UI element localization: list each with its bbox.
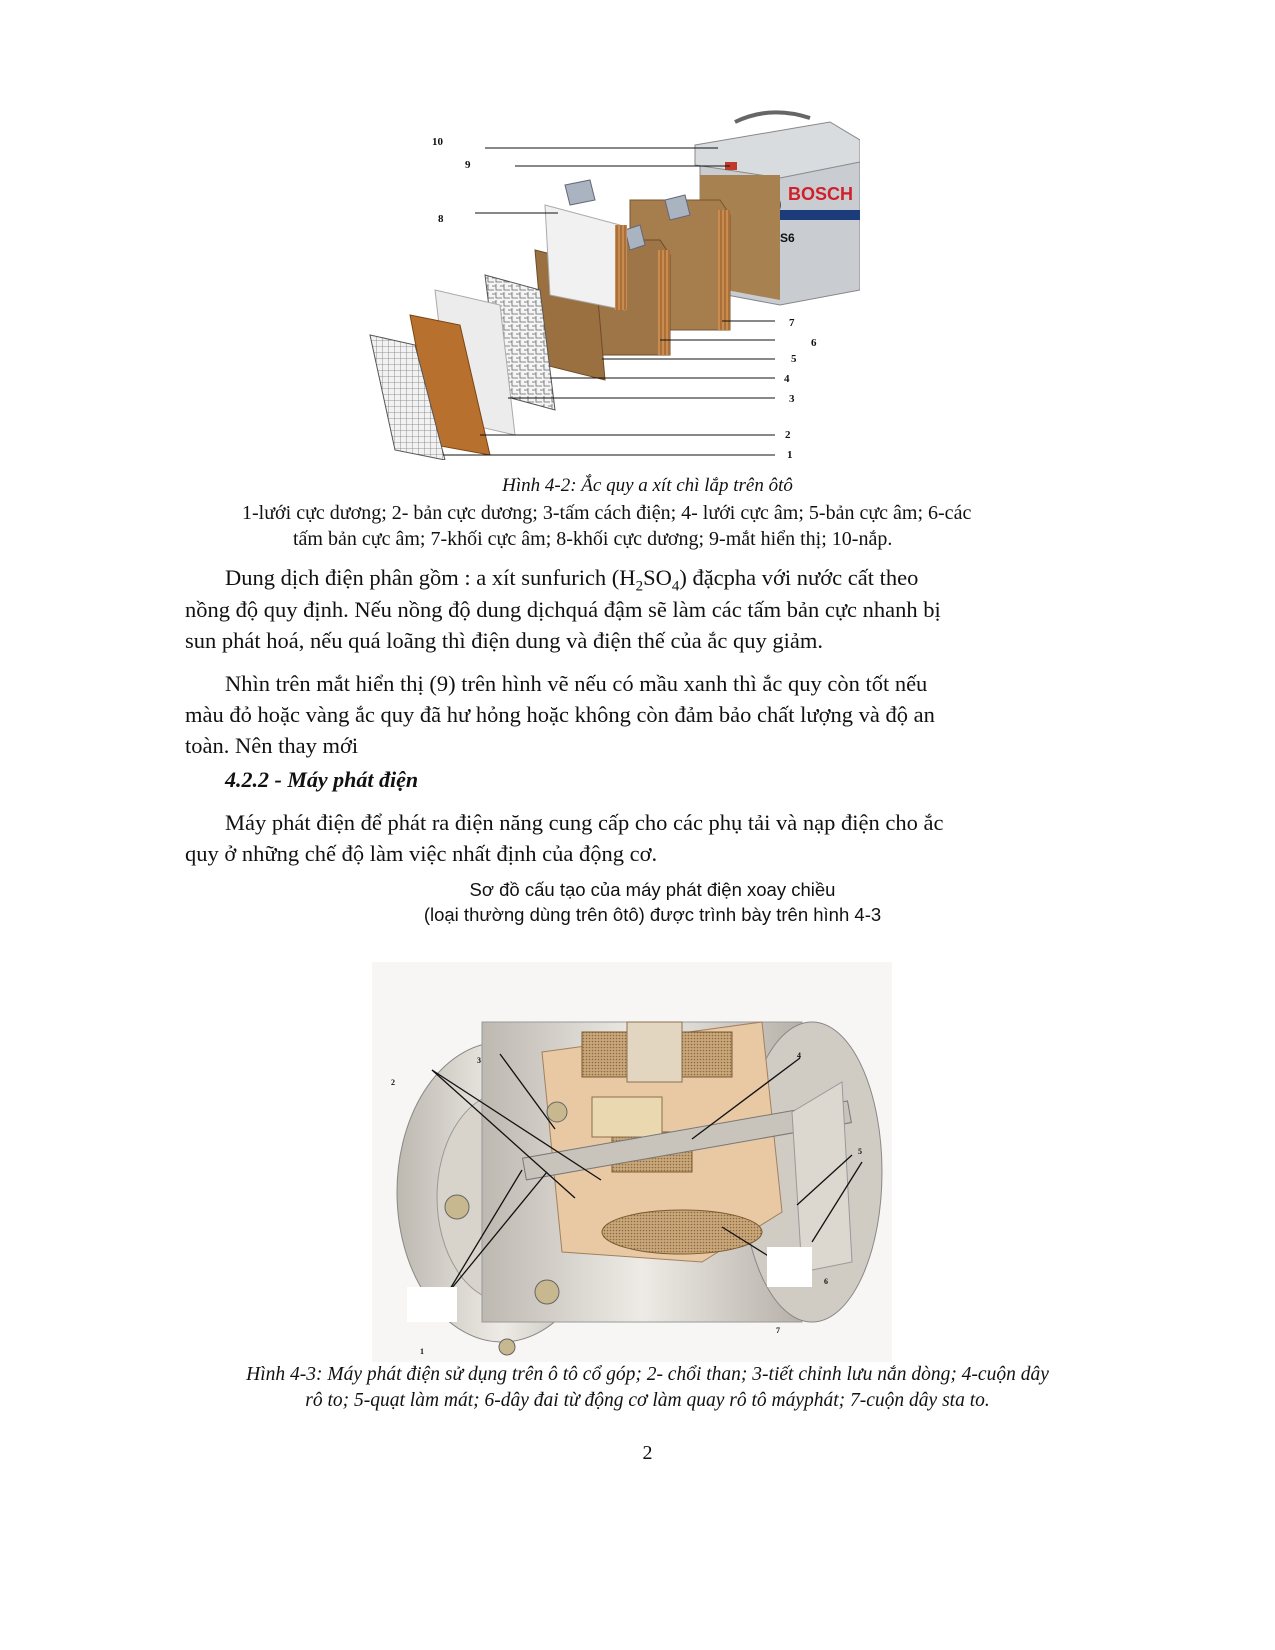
figure-4-3-intro-line-1: Sơ đồ cấu tạo của máy phát điện xoay chiều bbox=[469, 879, 836, 900]
label-2: 2 bbox=[785, 429, 791, 441]
label-1: 1 bbox=[787, 449, 793, 460]
figure-4-3-alternator-diagram bbox=[372, 962, 892, 1362]
text-run: ) đặcpha với nước cất theo bbox=[679, 565, 919, 590]
label-7: 7 bbox=[776, 1326, 780, 1335]
figure-4-3-caption-line-1: Hình 4-3: Máy phát điện sử dụng trên ô tô cổ góp; 2- chổi than; 3-tiết chỉnh lưu nắn dòng; 4-cuộn dây bbox=[246, 1364, 1049, 1385]
text-run: Dung dịch điện phân gồm : a xít sunfurich (H bbox=[225, 565, 636, 590]
subscript: 2 bbox=[635, 578, 644, 595]
paragraph-electrolyte-line-3: sun phát hoá, nếu quá loãng thì điện dung và điện thế của ắc quy giảm. bbox=[185, 628, 823, 653]
label-4: 4 bbox=[784, 373, 790, 385]
paragraph-generator-line-1: Máy phát điện để phát ra điện năng cung cấp cho các phụ tải và nạp điện cho ắc bbox=[225, 810, 944, 835]
label-5: 5 bbox=[791, 353, 797, 365]
figure-4-3-caption-line-2: rô to; 5-quạt làm mát; 6-dây đai từ động cơ làm quay rô tô máyphát; 7-cuộn dây sta to. bbox=[305, 1390, 990, 1411]
positive-block bbox=[545, 205, 625, 310]
page-number: 2 bbox=[642, 1442, 653, 1464]
figure-4-2-battery-diagram bbox=[340, 100, 860, 460]
label-8: 8 bbox=[438, 213, 444, 225]
label-7: 7 bbox=[789, 317, 795, 329]
label-4: 4 bbox=[797, 1051, 801, 1060]
paragraph-indicator-line-2: màu đỏ hoặc vàng ắc quy đã hư hỏng hoặc không còn đảm bảo chất lượng và độ an bbox=[185, 702, 935, 727]
figure-4-2-caption: Hình 4-2: Ắc quy a xít chì lắp trên ôtô bbox=[502, 475, 793, 496]
paragraph-generator-line-2: quy ở những chế độ làm việc nhất định của động cơ. bbox=[185, 841, 658, 866]
bosch-logo-text: BOSCH bbox=[788, 184, 854, 204]
paragraph-indicator-line-1: Nhìn trên mắt hiển thị (9) trên hình vẽ nếu có mầu xanh thì ắc quy còn tốt nếu bbox=[225, 671, 928, 696]
alternator-housing bbox=[397, 1022, 882, 1355]
figure-4-3-intro-line-2: (loại thường dùng trên ôtô) được trình bày trên hình 4-3 bbox=[423, 904, 882, 925]
paragraph-indicator-line-3: toàn. Nên thay mới bbox=[185, 733, 359, 758]
figure-4-2-legend-line-1: 1-lưới cực dương; 2- bản cực dương; 3-tấm cách điện; 4- lưới cực âm; 5-bản cực âm; 6-các bbox=[242, 502, 972, 524]
label-9: 9 bbox=[465, 159, 471, 171]
label-3: 3 bbox=[477, 1056, 481, 1065]
paragraph-electrolyte-line-2: nồng độ quy định. Nếu nồng độ dung dịchquá đậm sẽ làm các tấm bản cực nhanh bị bbox=[185, 597, 941, 622]
subscript: 4 bbox=[671, 578, 680, 595]
battery-model-text: S6 bbox=[780, 231, 795, 245]
figure-4-2-legend-line-2: tấm bản cực âm; 7-khối cực âm; 8-khối cực dương; 9-mắt hiển thị; 10-nắp. bbox=[293, 528, 893, 550]
label-6: 6 bbox=[824, 1277, 828, 1286]
label-2: 2 bbox=[391, 1078, 395, 1087]
text-run: SO bbox=[643, 565, 672, 590]
label-10: 10 bbox=[432, 136, 443, 148]
label-5: 5 bbox=[858, 1147, 862, 1156]
section-heading: 4.2.2 - Máy phát điện bbox=[225, 767, 419, 792]
label-6: 6 bbox=[811, 337, 817, 349]
label-1: 1 bbox=[420, 1347, 424, 1356]
label-3: 3 bbox=[789, 393, 795, 405]
